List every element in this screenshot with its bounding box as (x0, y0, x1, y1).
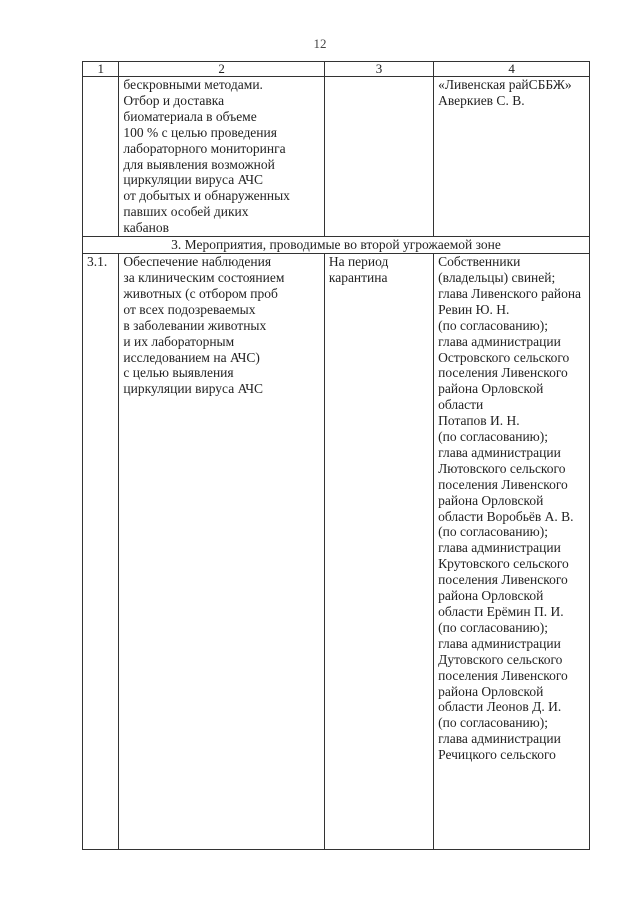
measure-period (324, 77, 433, 237)
measure-description: бескровными методами. Отбор и доставка биоматериала в объеме 100 % с целью проведения лабораторного мониторинга для выявления возможной циркуляции вируса АЧС от добытых и обнаруженных павших особей диких кабанов (119, 77, 324, 237)
section-row (83, 237, 590, 254)
measures-table (82, 61, 590, 850)
measure-description: Обеспечение наблюдения за клиническим состоянием животных (с отбором проб от всех подозреваемых в заболевании животных и их лабораторным исследованием на АЧС) с целью выявления циркуляции вируса АЧС (119, 254, 324, 850)
row-number (83, 77, 119, 237)
table-row-3-1 (83, 254, 590, 850)
column-header-3: 3 (324, 62, 433, 77)
row-number: 3.1. (83, 254, 119, 850)
table-row-continuation (83, 77, 590, 237)
column-header-1: 1 (83, 62, 119, 77)
measure-period: На период карантина (324, 254, 433, 850)
column-header-4: 4 (434, 62, 590, 77)
column-header-2: 2 (119, 62, 324, 77)
responsible-persons: «Ливенская райСББЖ» Аверкиев С. В. (434, 77, 590, 237)
table-header-row (83, 62, 590, 77)
responsible-persons: Собственники (владельцы) свиней; глава Ливенского района Ревин Ю. Н. (по согласованию); глава администрации Островского сельского поселения Ливенского района Орловской области Потапов И. Н. (по согласованию); глава администрации Лютовского сельского поселения Ливенского района Орловской области Воробьёв А. В. (по согласованию); глава администрации Крутовского сельского поселения Ливенского района Орловской области Ерёмин П. И. (по согласованию); глава администрации Дутовского сельского поселения Ливенского района Орловской области Леонов Д. И. (по согласованию); глава администрации Речицкого сельского (434, 254, 590, 850)
page-number: 12 (313, 36, 327, 51)
section-title: 3. Мероприятия, проводимые во второй угрожаемой зоне (83, 237, 590, 254)
